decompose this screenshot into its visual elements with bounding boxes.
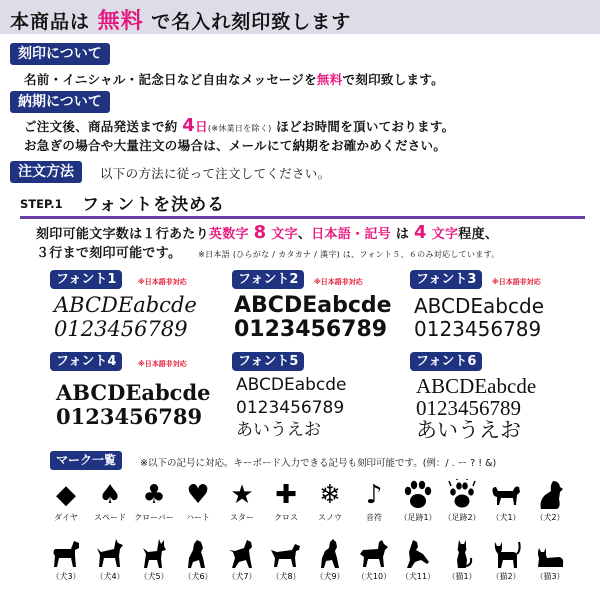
cat-3-icon <box>533 538 567 570</box>
spade-icon: ♠ <box>98 480 122 510</box>
mark-heart[interactable]: ♥ ハート <box>176 478 220 532</box>
step-header <box>20 190 585 219</box>
snowflake-icon: ❄ <box>319 480 341 510</box>
font-2-note: ※日本語非対応 <box>314 278 363 286</box>
dog-10-icon <box>357 538 391 570</box>
club-icon: ♣ <box>142 480 166 510</box>
font-1-label[interactable]: フォント1 <box>50 270 122 289</box>
star-icon: ★ <box>230 480 254 510</box>
page-title: 本商品は 無料 で名入れ刻印致します <box>10 9 352 34</box>
font-5-label[interactable]: フォント5 <box>232 352 304 371</box>
mark-paw-2[interactable]: （足跡2） <box>440 478 484 532</box>
paw-print-1-icon <box>401 479 435 511</box>
font-5-sample-kana: あいうえお <box>236 420 321 440</box>
mark-cross[interactable]: ✚ クロス <box>264 478 308 532</box>
dog-1-icon <box>489 479 523 511</box>
dog-11-icon <box>401 538 435 570</box>
mark-cat-2[interactable]: （猫2） <box>484 537 528 591</box>
mark-star[interactable]: ★ スター <box>220 478 264 532</box>
cat-1-icon <box>445 538 479 570</box>
font-6-label[interactable]: フォント6 <box>410 352 482 371</box>
cross-icon: ✚ <box>275 480 297 510</box>
font-1-sample-digits: 0123456789 <box>54 317 188 341</box>
mark-dog-5[interactable]: （犬5） <box>132 537 176 591</box>
engrave-section-tag: 刻印について <box>10 43 110 65</box>
heart-icon: ♥ <box>186 480 210 510</box>
paw-print-2-icon <box>445 479 479 511</box>
mark-paw-1[interactable]: （足跡1） <box>396 478 440 532</box>
marks-note: ※以下の記号に対応。キーボード入力できる記号も刻印可能です。(例：/ . ー ? ! &) <box>140 458 497 469</box>
step-title: フォントを決める <box>82 195 226 215</box>
delivery-line-1: ご注文後、商品発送まで約 4日(※休業日を除く) ほどお時間を頂いております。 <box>24 115 455 136</box>
mark-note[interactable]: ♪ 音符 <box>352 478 396 532</box>
diamond-icon: ◆ <box>56 480 76 510</box>
dog-6-icon <box>181 538 215 570</box>
mark-dog-9[interactable]: （犬9） <box>308 537 352 591</box>
font-3-note: ※日本語非対応 <box>492 278 541 286</box>
font-2-label[interactable]: フォント2 <box>232 270 304 289</box>
font-5-sample-letters: ABCDEabcde <box>236 375 347 395</box>
font-4-sample-digits: 0123456789 <box>56 404 203 429</box>
music-note-icon: ♪ <box>365 480 383 510</box>
mark-cat-3[interactable]: （猫3） <box>528 537 572 591</box>
mark-dog-3[interactable]: （犬3） <box>44 537 88 591</box>
font-3-sample-letters: ABCDEabcde <box>414 294 544 318</box>
mark-spade[interactable]: ♠ スペード <box>88 478 132 532</box>
font-3-sample-digits: 0123456789 <box>414 317 542 341</box>
font-6-sample-kana: あいうえお <box>416 418 521 442</box>
mark-dog-1[interactable]: （犬1） <box>484 478 528 532</box>
cat-2-icon <box>489 538 523 570</box>
font-3-label[interactable]: フォント3 <box>410 270 482 289</box>
mark-dog-7[interactable]: （犬7） <box>220 537 264 591</box>
mark-snow[interactable]: ❄ スノウ <box>308 478 352 532</box>
font-2-sample-letters: ABCDEabcde <box>234 293 392 318</box>
font-6-sample-digits: 0123456789 <box>416 396 521 420</box>
step-number: STEP.1 <box>20 197 63 211</box>
order-description: 以下の方法に従って注文してください。 <box>100 166 331 181</box>
font-6-sample-letters: ABCDEabcde <box>416 374 537 398</box>
font-4-label[interactable]: フォント4 <box>50 352 122 371</box>
font-4-note: ※日本語非対応 <box>138 360 187 368</box>
mark-club[interactable]: ♣ クローバー <box>132 478 176 532</box>
font-4-sample-letters: ABCDEabcde <box>56 380 211 405</box>
mark-dog-6[interactable]: （犬6） <box>176 537 220 591</box>
mark-dog-10[interactable]: （犬10） <box>352 537 396 591</box>
dog-7-icon <box>225 538 259 570</box>
mark-dog-8[interactable]: （犬8） <box>264 537 308 591</box>
dog-4-icon <box>93 538 127 570</box>
dog-3-icon <box>49 538 83 570</box>
font-2-sample-digits: 0123456789 <box>234 317 388 342</box>
mark-dog-11[interactable]: （犬11） <box>396 537 440 591</box>
dog-2-icon <box>533 479 567 511</box>
mark-dog-2[interactable]: （犬2） <box>528 478 572 532</box>
delivery-section-tag: 納期について <box>10 91 110 113</box>
dog-8-icon <box>269 538 303 570</box>
order-section-tag: 注文方法 <box>10 161 82 183</box>
step-description-1: 刻印可能文字数は１行あたり英数字 8 文字、日本語・記号 は 4 文字程度、 <box>36 222 499 243</box>
font-5-sample-digits: 0123456789 <box>236 398 345 418</box>
dog-5-icon <box>137 538 171 570</box>
font-1-sample-letters: ABCDEabcde <box>54 293 197 317</box>
font-1-note: ※日本語非対応 <box>138 278 187 286</box>
engrave-description: 名前・イニシャル・記念日など自由なメッセージを無料で刻印致します。 <box>24 72 444 87</box>
mark-dog-4[interactable]: （犬4） <box>88 537 132 591</box>
dog-9-icon <box>313 538 347 570</box>
marks-section-tag: マーク一覧 <box>50 451 122 470</box>
mark-cat-1[interactable]: （猫1） <box>440 537 484 591</box>
delivery-line-2: お急ぎの場合や大量注文の場合は、メールにて納期をお確かめください。 <box>24 138 447 153</box>
step-description-2: ３行まで刻印可能です。 ※日本語 (ひらがな / カタカナ / 漢字) は、フォント５、６のみ対応しています。 <box>36 246 500 261</box>
mark-diamond[interactable]: ◆ ダイヤ <box>44 478 88 532</box>
